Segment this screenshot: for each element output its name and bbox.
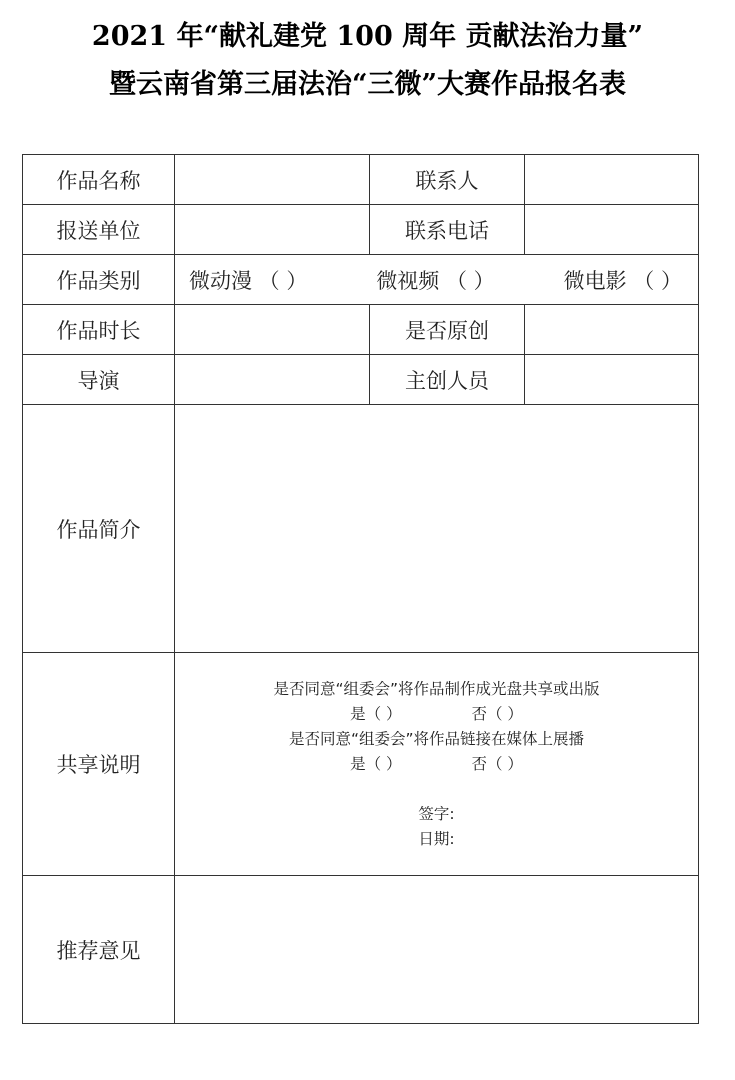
category-micro-animation[interactable]: 微动漫 （ ）: [189, 268, 308, 293]
share-disc-no[interactable]: 否（ ）: [471, 704, 523, 723]
share-question-media: 是否同意“组委会”将作品链接在媒体上展播: [288, 729, 585, 748]
label-contact-person: 联系人: [370, 155, 525, 205]
label-category: 作品类别: [23, 255, 175, 305]
row-director: [23, 355, 699, 405]
label-sharing: 共享说明: [23, 653, 175, 876]
row-category: [23, 255, 699, 305]
date-label: 日期:: [418, 829, 455, 848]
form-title-line2: 暨云南省第三届法治“三微”大赛作品报名表: [108, 69, 627, 100]
label-director: 导演: [23, 355, 175, 405]
field-director[interactable]: [175, 355, 370, 405]
share-media-no[interactable]: 否（ ）: [471, 754, 523, 773]
field-duration[interactable]: [175, 305, 370, 355]
share-question-disc: 是否同意“组委会”将作品制作成光盘共享或出版: [273, 679, 600, 698]
row-recommendation: [23, 876, 699, 1024]
field-intro[interactable]: [175, 405, 699, 653]
field-sharing: [175, 653, 699, 876]
field-submitting-unit[interactable]: [175, 205, 370, 255]
label-work-name: 作品名称: [23, 155, 175, 205]
label-contact-phone: 联系电话: [370, 205, 525, 255]
share-media-yes[interactable]: 是（ ）: [350, 754, 402, 773]
row-duration: [23, 305, 699, 355]
signature-label: 签字:: [418, 804, 455, 823]
row-intro: [23, 405, 699, 653]
field-contact-person[interactable]: [525, 155, 699, 205]
label-main-creators: 主创人员: [370, 355, 525, 405]
field-main-creators[interactable]: [525, 355, 699, 405]
field-is-original[interactable]: [525, 305, 699, 355]
registration-form-table: [22, 154, 699, 1024]
row-work-name: [23, 155, 699, 205]
field-contact-phone[interactable]: [525, 205, 699, 255]
field-category: [175, 255, 699, 305]
form-title-line1: 2021 年“献礼建党 100 周年 贡献法治力量”: [91, 21, 644, 52]
label-is-original: 是否原创: [370, 305, 525, 355]
category-micro-video[interactable]: 微视频 （ ）: [376, 268, 495, 293]
label-duration: 作品时长: [23, 305, 175, 355]
field-work-name[interactable]: [175, 155, 370, 205]
row-submitting-unit: [23, 205, 699, 255]
label-submitting-unit: 报送单位: [23, 205, 175, 255]
category-micro-film[interactable]: 微电影 （ ）: [563, 268, 682, 293]
share-disc-yes[interactable]: 是（ ）: [350, 704, 402, 723]
label-recommendation: 推荐意见: [23, 876, 175, 1024]
label-intro: 作品简介: [23, 405, 175, 653]
field-recommendation[interactable]: [175, 876, 699, 1024]
row-sharing: [23, 653, 699, 876]
